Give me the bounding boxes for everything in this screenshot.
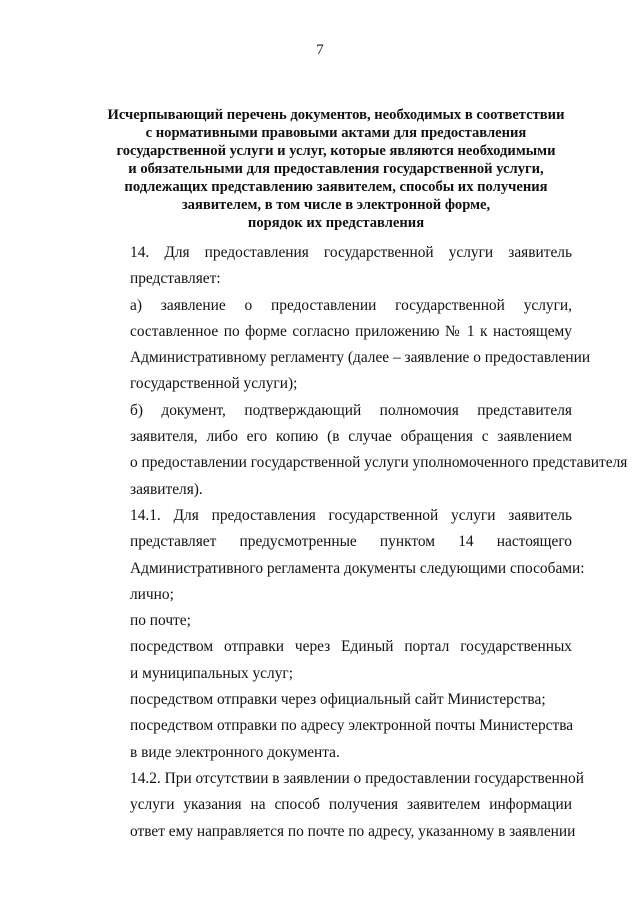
paragraph-14: [90, 240, 572, 293]
paragraph-14-2: [90, 766, 584, 845]
text-line: представляет предусмотренные пунктом 14 настоящего: [130, 533, 572, 551]
text-line: посредством отправки по адресу электронной почты Министерства: [130, 717, 574, 735]
method-portal: [90, 634, 572, 687]
text-line: Административному регламенту (далее – заявление о предоставлении: [130, 349, 591, 367]
text-line: услуги указания на способ получения заявителем информации: [130, 796, 572, 814]
section-heading: [92, 106, 580, 232]
text-line: 14. Для предоставления государственной услуги заявитель: [130, 244, 572, 261]
paragraph-14a: [90, 293, 591, 398]
method-site: посредством отправки через официальный сайт Министерства;: [130, 691, 546, 709]
text-line: представляет:: [130, 270, 221, 288]
text-line: заявителя).: [130, 480, 203, 498]
method-mail: по почте;: [130, 612, 191, 630]
paragraph-14b: [90, 398, 628, 503]
text-line: составленное по форме согласно приложению № 1 к настоящему: [130, 322, 572, 340]
text-line: о предоставлении государственной услуги уполномоченного представителя: [130, 454, 628, 472]
text-line: ответ ему направляется по почте по адресу, указанному в заявлении: [130, 822, 576, 840]
heading-line: подлежащих представлению заявителем, способы их получения: [124, 179, 548, 195]
text-line: 14.1. Для предоставления государственной услуги заявитель: [130, 506, 572, 524]
text-line: б) документ, подтверждающий полномочия представителя: [130, 401, 572, 419]
method-email: [90, 713, 572, 766]
heading-line: с нормативными правовыми актами для предоставления: [145, 125, 527, 141]
text-line: посредством отправки через Единый портал государственных: [130, 638, 572, 656]
text-line: и муниципальных услуг;: [130, 664, 293, 682]
text-line: а) заявление о предоставлении государственной услуги,: [130, 296, 572, 314]
text-line: государственной услуги);: [130, 375, 298, 393]
text-line: Административного регламента документы следующими способами:: [130, 559, 585, 577]
page-number: 7: [316, 42, 324, 58]
heading-line: заявителем, в том числе в электронной форме,: [181, 197, 491, 213]
heading-line: порядок их представления: [247, 215, 425, 231]
method-personal: лично;: [130, 585, 174, 603]
paragraph-14-1: [90, 503, 585, 582]
text-line: 14.2. При отсутствии в заявлении о предоставлении государственной: [130, 769, 584, 787]
heading-line: Исчерпывающий перечень документов, необходимых в соответствии: [107, 107, 565, 123]
text-line: в виде электронного документа.: [130, 743, 340, 761]
text-line: заявителя, либо его копию (в случае обращения с заявлением: [130, 428, 572, 446]
document-body: [90, 240, 628, 845]
heading-line: государственной услуги и услуг, которые являются необходимыми: [116, 143, 556, 159]
heading-line: и обязательными для предоставления государственной услуги,: [128, 161, 544, 177]
